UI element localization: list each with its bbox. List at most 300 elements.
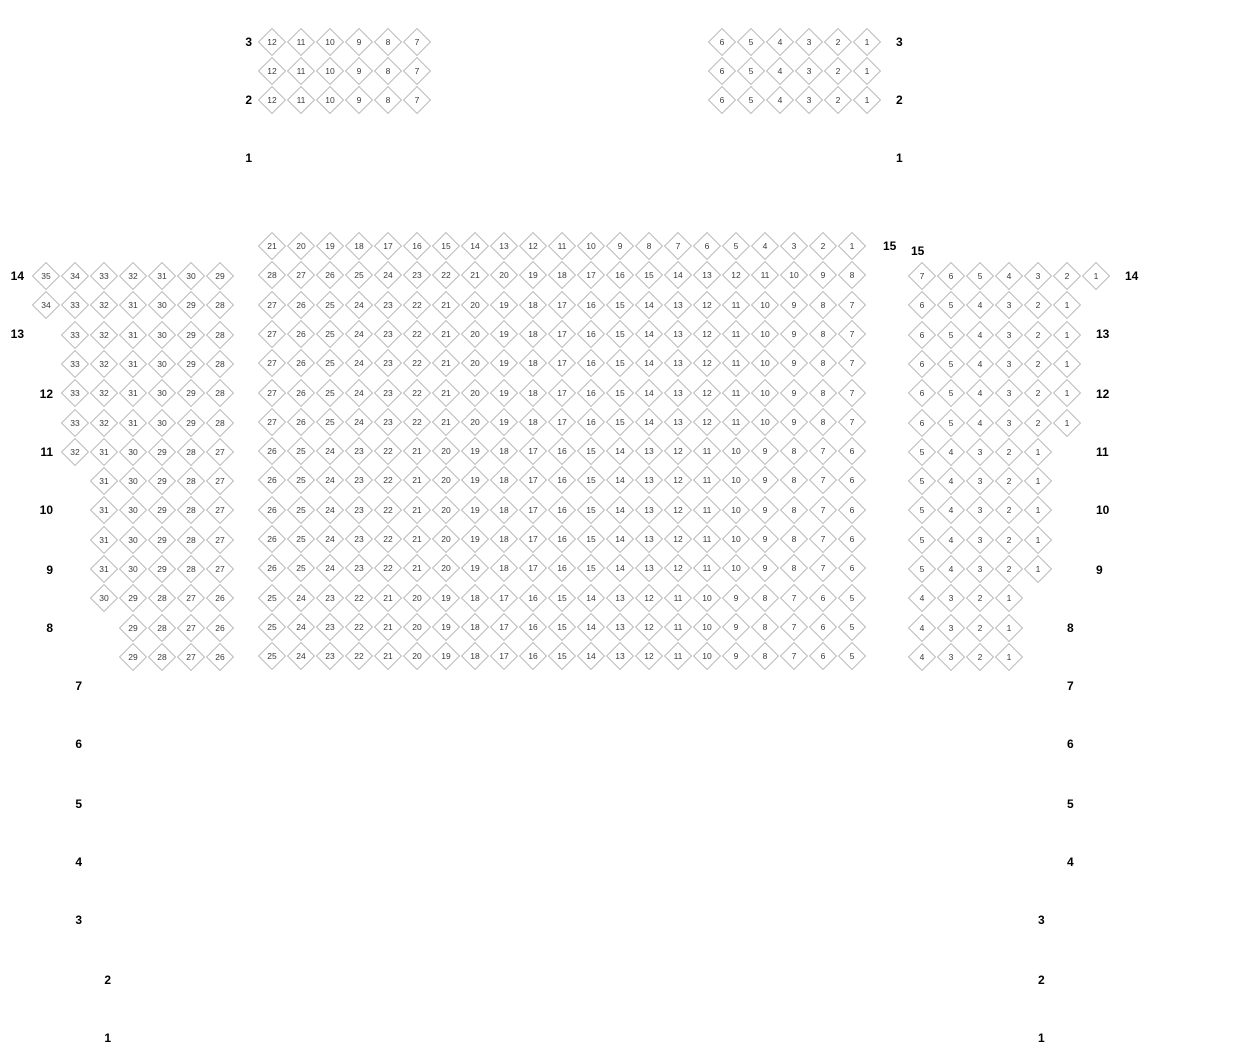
seat[interactable] xyxy=(374,261,402,289)
seat[interactable] xyxy=(751,320,779,348)
seat[interactable] xyxy=(490,349,518,377)
seat[interactable] xyxy=(751,496,779,524)
seat[interactable] xyxy=(635,261,663,289)
seat[interactable] xyxy=(966,350,994,378)
seat[interactable] xyxy=(61,262,89,290)
seat[interactable] xyxy=(1024,291,1052,319)
seat[interactable] xyxy=(258,584,286,612)
seat[interactable] xyxy=(937,614,965,642)
seat[interactable] xyxy=(577,379,605,407)
seat[interactable] xyxy=(1024,350,1052,378)
seat[interactable] xyxy=(780,642,808,670)
seat[interactable] xyxy=(908,438,936,466)
seat[interactable] xyxy=(287,554,315,582)
seat[interactable] xyxy=(258,86,286,114)
seat[interactable] xyxy=(148,584,176,612)
seat[interactable] xyxy=(258,496,286,524)
seat[interactable] xyxy=(345,86,373,114)
seat[interactable] xyxy=(995,555,1023,583)
seat[interactable] xyxy=(635,584,663,612)
seat[interactable] xyxy=(548,379,576,407)
seat[interactable] xyxy=(780,349,808,377)
seat[interactable] xyxy=(838,642,866,670)
seat[interactable] xyxy=(1024,409,1052,437)
seat[interactable] xyxy=(908,467,936,495)
seat[interactable] xyxy=(838,496,866,524)
seat[interactable] xyxy=(838,437,866,465)
seat[interactable] xyxy=(937,555,965,583)
seat[interactable] xyxy=(577,232,605,260)
seat[interactable] xyxy=(119,526,147,554)
seat[interactable] xyxy=(780,320,808,348)
seat[interactable] xyxy=(119,643,147,671)
seat[interactable] xyxy=(966,409,994,437)
seat[interactable] xyxy=(403,349,431,377)
seat[interactable] xyxy=(577,320,605,348)
seat[interactable] xyxy=(316,466,344,494)
seat[interactable] xyxy=(751,232,779,260)
seat[interactable] xyxy=(90,409,118,437)
seat[interactable] xyxy=(937,321,965,349)
seat[interactable] xyxy=(258,291,286,319)
seat[interactable] xyxy=(206,350,234,378)
seat[interactable] xyxy=(148,350,176,378)
seat[interactable] xyxy=(287,28,315,56)
seat[interactable] xyxy=(966,438,994,466)
seat[interactable] xyxy=(206,555,234,583)
seat[interactable] xyxy=(519,379,547,407)
seat[interactable] xyxy=(432,408,460,436)
seat[interactable] xyxy=(606,584,634,612)
seat[interactable] xyxy=(995,584,1023,612)
seat[interactable] xyxy=(258,57,286,85)
seat[interactable] xyxy=(461,525,489,553)
seat[interactable] xyxy=(461,320,489,348)
seat[interactable] xyxy=(751,642,779,670)
seat[interactable] xyxy=(577,437,605,465)
seat[interactable] xyxy=(809,525,837,553)
seat[interactable] xyxy=(374,379,402,407)
seat[interactable] xyxy=(908,291,936,319)
seat[interactable] xyxy=(403,261,431,289)
seat[interactable] xyxy=(809,584,837,612)
seat[interactable] xyxy=(345,613,373,641)
seat[interactable] xyxy=(853,57,881,85)
seat[interactable] xyxy=(258,613,286,641)
seat[interactable] xyxy=(780,496,808,524)
seat[interactable] xyxy=(119,409,147,437)
seat[interactable] xyxy=(316,291,344,319)
seat[interactable] xyxy=(490,291,518,319)
seat[interactable] xyxy=(966,379,994,407)
seat[interactable] xyxy=(345,437,373,465)
seat[interactable] xyxy=(206,379,234,407)
seat[interactable] xyxy=(635,642,663,670)
seat[interactable] xyxy=(722,642,750,670)
seat[interactable] xyxy=(119,350,147,378)
seat[interactable] xyxy=(490,613,518,641)
seat[interactable] xyxy=(708,57,736,85)
seat[interactable] xyxy=(693,466,721,494)
seat[interactable] xyxy=(61,321,89,349)
seat[interactable] xyxy=(908,614,936,642)
seat[interactable] xyxy=(937,350,965,378)
seat[interactable] xyxy=(177,496,205,524)
seat[interactable] xyxy=(32,291,60,319)
seat[interactable] xyxy=(374,349,402,377)
seat[interactable] xyxy=(119,584,147,612)
seat[interactable] xyxy=(838,408,866,436)
seat[interactable] xyxy=(177,379,205,407)
seat[interactable] xyxy=(432,613,460,641)
seat[interactable] xyxy=(461,554,489,582)
seat[interactable] xyxy=(490,466,518,494)
seat[interactable] xyxy=(177,291,205,319)
seat[interactable] xyxy=(206,496,234,524)
seat[interactable] xyxy=(780,379,808,407)
seat[interactable] xyxy=(693,291,721,319)
seat[interactable] xyxy=(722,232,750,260)
seat[interactable] xyxy=(795,28,823,56)
seat[interactable] xyxy=(966,614,994,642)
seat[interactable] xyxy=(1053,409,1081,437)
seat[interactable] xyxy=(461,408,489,436)
seat[interactable] xyxy=(751,525,779,553)
seat[interactable] xyxy=(461,613,489,641)
seat[interactable] xyxy=(635,525,663,553)
seat[interactable] xyxy=(316,584,344,612)
seat[interactable] xyxy=(461,584,489,612)
seat[interactable] xyxy=(548,232,576,260)
seat[interactable] xyxy=(374,496,402,524)
seat[interactable] xyxy=(490,554,518,582)
seat[interactable] xyxy=(148,467,176,495)
seat[interactable] xyxy=(908,321,936,349)
seat[interactable] xyxy=(664,261,692,289)
seat[interactable] xyxy=(809,496,837,524)
seat[interactable] xyxy=(461,466,489,494)
seat[interactable] xyxy=(519,232,547,260)
seat[interactable] xyxy=(809,437,837,465)
seat[interactable] xyxy=(664,437,692,465)
seat[interactable] xyxy=(937,496,965,524)
seat[interactable] xyxy=(316,57,344,85)
seat[interactable] xyxy=(316,437,344,465)
seat[interactable] xyxy=(809,613,837,641)
seat[interactable] xyxy=(606,232,634,260)
seat[interactable] xyxy=(287,525,315,553)
seat[interactable] xyxy=(722,496,750,524)
seat[interactable] xyxy=(548,525,576,553)
seat[interactable] xyxy=(345,584,373,612)
seat[interactable] xyxy=(403,466,431,494)
seat[interactable] xyxy=(403,57,431,85)
seat[interactable] xyxy=(908,262,936,290)
seat[interactable] xyxy=(345,349,373,377)
seat[interactable] xyxy=(258,261,286,289)
seat[interactable] xyxy=(119,496,147,524)
seat[interactable] xyxy=(995,643,1023,671)
seat[interactable] xyxy=(287,320,315,348)
seat[interactable] xyxy=(403,613,431,641)
seat[interactable] xyxy=(345,408,373,436)
seat[interactable] xyxy=(664,466,692,494)
seat[interactable] xyxy=(403,408,431,436)
seat[interactable] xyxy=(316,261,344,289)
seat[interactable] xyxy=(519,525,547,553)
seat[interactable] xyxy=(577,466,605,494)
seat[interactable] xyxy=(287,232,315,260)
seat[interactable] xyxy=(937,643,965,671)
seat[interactable] xyxy=(1024,526,1052,554)
seat[interactable] xyxy=(995,321,1023,349)
seat[interactable] xyxy=(287,349,315,377)
seat[interactable] xyxy=(722,554,750,582)
seat[interactable] xyxy=(722,261,750,289)
seat[interactable] xyxy=(258,642,286,670)
seat[interactable] xyxy=(751,291,779,319)
seat[interactable] xyxy=(258,28,286,56)
seat[interactable] xyxy=(908,584,936,612)
seat[interactable] xyxy=(403,28,431,56)
seat[interactable] xyxy=(374,57,402,85)
seat[interactable] xyxy=(461,379,489,407)
seat[interactable] xyxy=(853,86,881,114)
seat[interactable] xyxy=(206,643,234,671)
seat[interactable] xyxy=(432,525,460,553)
seat[interactable] xyxy=(937,584,965,612)
seat[interactable] xyxy=(345,466,373,494)
seat[interactable] xyxy=(1053,321,1081,349)
seat[interactable] xyxy=(664,613,692,641)
seat[interactable] xyxy=(119,438,147,466)
seat[interactable] xyxy=(995,291,1023,319)
seat[interactable] xyxy=(345,261,373,289)
seat[interactable] xyxy=(177,321,205,349)
seat[interactable] xyxy=(90,496,118,524)
seat[interactable] xyxy=(795,86,823,114)
seat[interactable] xyxy=(1082,262,1110,290)
seat[interactable] xyxy=(287,613,315,641)
seat[interactable] xyxy=(937,379,965,407)
seat[interactable] xyxy=(548,408,576,436)
seat[interactable] xyxy=(90,321,118,349)
seat[interactable] xyxy=(287,496,315,524)
seat[interactable] xyxy=(809,379,837,407)
seat[interactable] xyxy=(766,28,794,56)
seat[interactable] xyxy=(809,554,837,582)
seat[interactable] xyxy=(461,496,489,524)
seat[interactable] xyxy=(693,642,721,670)
seat[interactable] xyxy=(693,379,721,407)
seat[interactable] xyxy=(206,526,234,554)
seat[interactable] xyxy=(838,613,866,641)
seat[interactable] xyxy=(519,349,547,377)
seat[interactable] xyxy=(432,584,460,612)
seat[interactable] xyxy=(809,642,837,670)
seat[interactable] xyxy=(258,525,286,553)
seat[interactable] xyxy=(548,554,576,582)
seat[interactable] xyxy=(635,496,663,524)
seat[interactable] xyxy=(403,437,431,465)
seat[interactable] xyxy=(461,437,489,465)
seat[interactable] xyxy=(519,466,547,494)
seat[interactable] xyxy=(61,379,89,407)
seat[interactable] xyxy=(809,291,837,319)
seat[interactable] xyxy=(287,86,315,114)
seat[interactable] xyxy=(345,28,373,56)
seat[interactable] xyxy=(824,86,852,114)
seat[interactable] xyxy=(206,614,234,642)
seat[interactable] xyxy=(374,525,402,553)
seat[interactable] xyxy=(908,526,936,554)
seat[interactable] xyxy=(606,349,634,377)
seat[interactable] xyxy=(287,584,315,612)
seat[interactable] xyxy=(374,291,402,319)
seat[interactable] xyxy=(1024,379,1052,407)
seat[interactable] xyxy=(287,57,315,85)
seat[interactable] xyxy=(548,466,576,494)
seat[interactable] xyxy=(751,466,779,494)
seat[interactable] xyxy=(490,379,518,407)
seat[interactable] xyxy=(722,584,750,612)
seat[interactable] xyxy=(751,261,779,289)
seat[interactable] xyxy=(635,613,663,641)
seat[interactable] xyxy=(206,409,234,437)
seat[interactable] xyxy=(853,28,881,56)
seat[interactable] xyxy=(722,437,750,465)
seat[interactable] xyxy=(119,467,147,495)
seat[interactable] xyxy=(751,349,779,377)
seat[interactable] xyxy=(780,613,808,641)
seat[interactable] xyxy=(287,642,315,670)
seat[interactable] xyxy=(461,232,489,260)
seat[interactable] xyxy=(937,291,965,319)
seat[interactable] xyxy=(780,232,808,260)
seat[interactable] xyxy=(995,526,1023,554)
seat[interactable] xyxy=(148,409,176,437)
seat[interactable] xyxy=(206,321,234,349)
seat[interactable] xyxy=(490,496,518,524)
seat[interactable] xyxy=(937,262,965,290)
seat[interactable] xyxy=(316,232,344,260)
seat[interactable] xyxy=(177,409,205,437)
seat[interactable] xyxy=(119,555,147,583)
seat[interactable] xyxy=(374,642,402,670)
seat[interactable] xyxy=(693,496,721,524)
seat[interactable] xyxy=(432,554,460,582)
seat[interactable] xyxy=(1053,291,1081,319)
seat[interactable] xyxy=(664,291,692,319)
seat[interactable] xyxy=(374,408,402,436)
seat[interactable] xyxy=(966,555,994,583)
seat[interactable] xyxy=(751,554,779,582)
seat[interactable] xyxy=(751,584,779,612)
seat[interactable] xyxy=(722,320,750,348)
seat[interactable] xyxy=(490,584,518,612)
seat[interactable] xyxy=(345,57,373,85)
seat[interactable] xyxy=(461,291,489,319)
seat[interactable] xyxy=(577,642,605,670)
seat[interactable] xyxy=(148,526,176,554)
seat[interactable] xyxy=(751,408,779,436)
seat[interactable] xyxy=(1024,467,1052,495)
seat[interactable] xyxy=(577,496,605,524)
seat[interactable] xyxy=(61,409,89,437)
seat[interactable] xyxy=(287,379,315,407)
seat[interactable] xyxy=(664,554,692,582)
seat[interactable] xyxy=(403,554,431,582)
seat[interactable] xyxy=(461,349,489,377)
seat[interactable] xyxy=(693,437,721,465)
seat[interactable] xyxy=(258,466,286,494)
seat[interactable] xyxy=(809,466,837,494)
seat[interactable] xyxy=(606,408,634,436)
seat[interactable] xyxy=(606,379,634,407)
seat[interactable] xyxy=(490,232,518,260)
seat[interactable] xyxy=(403,584,431,612)
seat[interactable] xyxy=(838,466,866,494)
seat[interactable] xyxy=(548,349,576,377)
seat[interactable] xyxy=(287,291,315,319)
seat[interactable] xyxy=(258,349,286,377)
seat[interactable] xyxy=(937,438,965,466)
seat[interactable] xyxy=(374,232,402,260)
seat[interactable] xyxy=(461,261,489,289)
seat[interactable] xyxy=(148,262,176,290)
seat[interactable] xyxy=(148,438,176,466)
seat[interactable] xyxy=(374,466,402,494)
seat[interactable] xyxy=(345,320,373,348)
seat[interactable] xyxy=(635,408,663,436)
seat[interactable] xyxy=(345,496,373,524)
seat[interactable] xyxy=(635,320,663,348)
seat[interactable] xyxy=(403,320,431,348)
seat[interactable] xyxy=(374,320,402,348)
seat[interactable] xyxy=(548,642,576,670)
seat[interactable] xyxy=(780,466,808,494)
seat[interactable] xyxy=(316,613,344,641)
seat[interactable] xyxy=(577,261,605,289)
seat[interactable] xyxy=(693,261,721,289)
seat[interactable] xyxy=(577,584,605,612)
seat[interactable] xyxy=(148,614,176,642)
seat[interactable] xyxy=(780,525,808,553)
seat[interactable] xyxy=(751,379,779,407)
seat[interactable] xyxy=(258,437,286,465)
seat[interactable] xyxy=(1024,438,1052,466)
seat[interactable] xyxy=(148,291,176,319)
seat[interactable] xyxy=(824,28,852,56)
seat[interactable] xyxy=(519,554,547,582)
seat[interactable] xyxy=(606,437,634,465)
seat[interactable] xyxy=(693,525,721,553)
seat[interactable] xyxy=(995,409,1023,437)
seat[interactable] xyxy=(751,613,779,641)
seat[interactable] xyxy=(693,349,721,377)
seat[interactable] xyxy=(432,261,460,289)
seat[interactable] xyxy=(316,349,344,377)
seat[interactable] xyxy=(403,379,431,407)
seat[interactable] xyxy=(90,555,118,583)
seat[interactable] xyxy=(737,28,765,56)
seat[interactable] xyxy=(966,643,994,671)
seat[interactable] xyxy=(61,438,89,466)
seat[interactable] xyxy=(316,28,344,56)
seat[interactable] xyxy=(908,409,936,437)
seat[interactable] xyxy=(995,262,1023,290)
seat[interactable] xyxy=(519,320,547,348)
